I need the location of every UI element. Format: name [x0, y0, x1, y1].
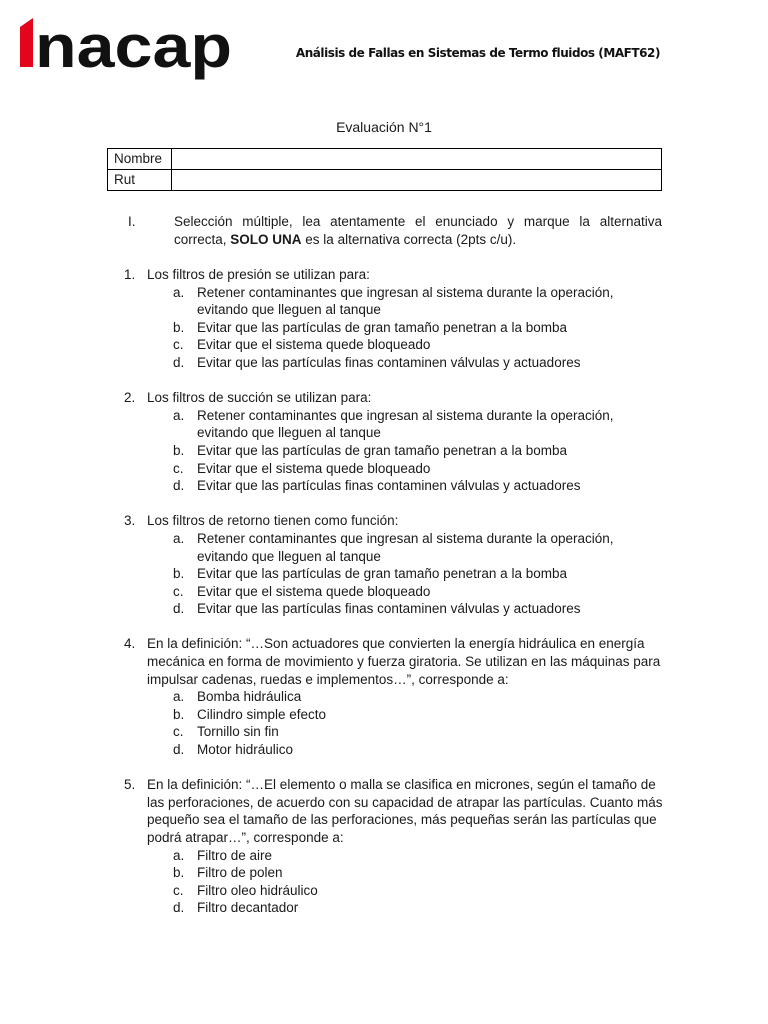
instructions-text: [174, 213, 662, 249]
option-letter: b.: [173, 865, 185, 881]
option-a[interactable]: [107, 847, 667, 865]
instructions-emphasis: SOLO UNA: [230, 232, 302, 247]
option-text: Filtro decantador: [197, 900, 299, 916]
option-text: Evitar que el sistema quede bloqueado: [197, 460, 431, 476]
option-c[interactable]: [107, 460, 667, 478]
question-3: [107, 512, 667, 618]
question-1: [107, 266, 667, 372]
option-d[interactable]: [107, 741, 667, 759]
option-a[interactable]: [107, 407, 667, 442]
option-c[interactable]: [107, 723, 667, 741]
option-letter: d.: [173, 478, 185, 494]
inacap-logo: [20, 18, 234, 80]
question-number: 5.: [124, 777, 136, 793]
question-text: En la definición: “…Son actuadores que convierten la energía hidráulica en energía mecánica en forma de movimiento y fuerza giratoria. Se utilizan en las máquinas para impulsar cadenas, ruedas e implementos…”, corresponde a:: [147, 636, 661, 687]
option-b[interactable]: [107, 319, 667, 337]
option-letter: b.: [173, 319, 185, 335]
option-letter: a.: [173, 847, 185, 863]
option-text: Evitar que el sistema quede bloqueado: [197, 337, 431, 353]
option-text: Evitar que las partículas de gran tamaño penetran a la bomba: [197, 319, 567, 335]
option-d[interactable]: [107, 477, 667, 495]
option-letter: d.: [173, 900, 185, 916]
question-list: [107, 266, 667, 935]
option-text: Filtro oleo hidráulico: [197, 882, 318, 898]
evaluation-title: Evaluación N°1: [336, 119, 432, 135]
option-c[interactable]: [107, 583, 667, 601]
svg-text:nacap: nacap: [35, 18, 232, 80]
option-text: Evitar que las partículas de gran tamaño penetran a la bomba: [197, 566, 567, 582]
option-text: Bomba hidráulica: [197, 689, 302, 705]
option-b[interactable]: [107, 864, 667, 882]
option-letter: a.: [173, 407, 185, 423]
option-letter: c.: [173, 724, 184, 740]
option-text: Evitar que las partículas finas contaminen válvulas y actuadores: [197, 601, 581, 617]
option-list: [107, 847, 667, 917]
option-list: [107, 530, 667, 618]
question-text: Los filtros de presión se utilizan para:: [147, 267, 370, 282]
question-4: [107, 635, 667, 758]
course-title: Análisis de Fallas en Sistemas de Termo fluidos (MAFT62): [295, 46, 660, 60]
rut-field[interactable]: [172, 170, 662, 191]
instructions-text-after: es la alternativa correcta (2pts c/u).: [301, 232, 517, 247]
option-letter: b.: [173, 706, 185, 722]
question-text: En la definición: “…El elemento o malla se clasifica en micrones, según el tamaño de las perforaciones, de acuerdo con su capacidad de atrapar las partículas. Cuanto más pequeño sea el tamaño de las perforaciones, más pequeñas serán las partículas que podrá atrapar…”, corresponde a:: [147, 777, 663, 845]
option-text: Evitar que las partículas finas contaminen válvulas y actuadores: [197, 478, 581, 494]
option-text: Evitar que las partículas finas contaminen válvulas y actuadores: [197, 354, 581, 370]
question-number: 3.: [124, 513, 136, 529]
student-info-table: [107, 148, 662, 191]
option-letter: a.: [173, 689, 185, 705]
option-a[interactable]: [107, 284, 667, 319]
option-letter: d.: [173, 742, 185, 758]
question-number: 1.: [124, 267, 136, 282]
option-text: Motor hidráulico: [197, 742, 294, 758]
option-d[interactable]: [107, 899, 667, 917]
option-text: Cilindro simple efecto: [197, 706, 327, 722]
option-c[interactable]: [107, 336, 667, 354]
rut-label: Rut: [108, 170, 172, 191]
option-d[interactable]: [107, 600, 667, 618]
option-text: Filtro de aire: [197, 847, 273, 863]
option-text: Retener contaminantes que ingresan al sistema durante la operación, evitando que lleguen al tanque: [197, 407, 614, 441]
question-text: Los filtros de retorno tienen como función:: [147, 513, 399, 529]
option-list: [107, 407, 667, 495]
option-text: Evitar que el sistema quede bloqueado: [197, 583, 431, 599]
option-a[interactable]: [107, 530, 667, 565]
name-label: Nombre: [108, 149, 172, 170]
question-number: 2.: [124, 390, 136, 406]
option-b[interactable]: [107, 442, 667, 460]
option-letter: d.: [173, 354, 185, 370]
name-field[interactable]: [172, 149, 662, 170]
option-b[interactable]: [107, 565, 667, 583]
instructions: [107, 213, 662, 249]
instructions-text-before: Selección múltiple, lea atentamente el enunciado y marque la alternativa correcta,: [174, 214, 662, 247]
section-number: I.: [128, 214, 136, 229]
option-letter: b.: [173, 566, 185, 582]
option-c[interactable]: [107, 882, 667, 900]
option-letter: a.: [173, 530, 185, 546]
question-text: Los filtros de succión se utilizan para:: [147, 390, 372, 406]
option-text: Retener contaminantes que ingresan al sistema durante la operación, evitando que lleguen al tanque: [197, 530, 614, 564]
option-text: Filtro de polen: [197, 865, 283, 881]
option-letter: b.: [173, 442, 185, 458]
rut-row: [108, 170, 662, 191]
option-text: Retener contaminantes que ingresan al sistema durante la operación, evitando que lleguen al tanque: [197, 284, 614, 318]
option-letter: d.: [173, 601, 185, 617]
option-list: [107, 688, 667, 758]
name-row: [108, 149, 662, 170]
option-d[interactable]: [107, 354, 667, 372]
option-b[interactable]: [107, 706, 667, 724]
question-2: [107, 389, 667, 495]
option-letter: a.: [173, 284, 185, 300]
option-letter: c.: [173, 583, 184, 599]
question-5: [107, 776, 667, 917]
option-list: [107, 284, 667, 372]
option-letter: c.: [173, 337, 184, 353]
option-letter: c.: [173, 882, 184, 898]
option-letter: c.: [173, 460, 184, 476]
option-a[interactable]: [107, 688, 667, 706]
option-text: Evitar que las partículas de gran tamaño penetran a la bomba: [197, 442, 567, 458]
option-text: Tornillo sin fin: [197, 724, 279, 740]
question-number: 4.: [124, 636, 136, 652]
